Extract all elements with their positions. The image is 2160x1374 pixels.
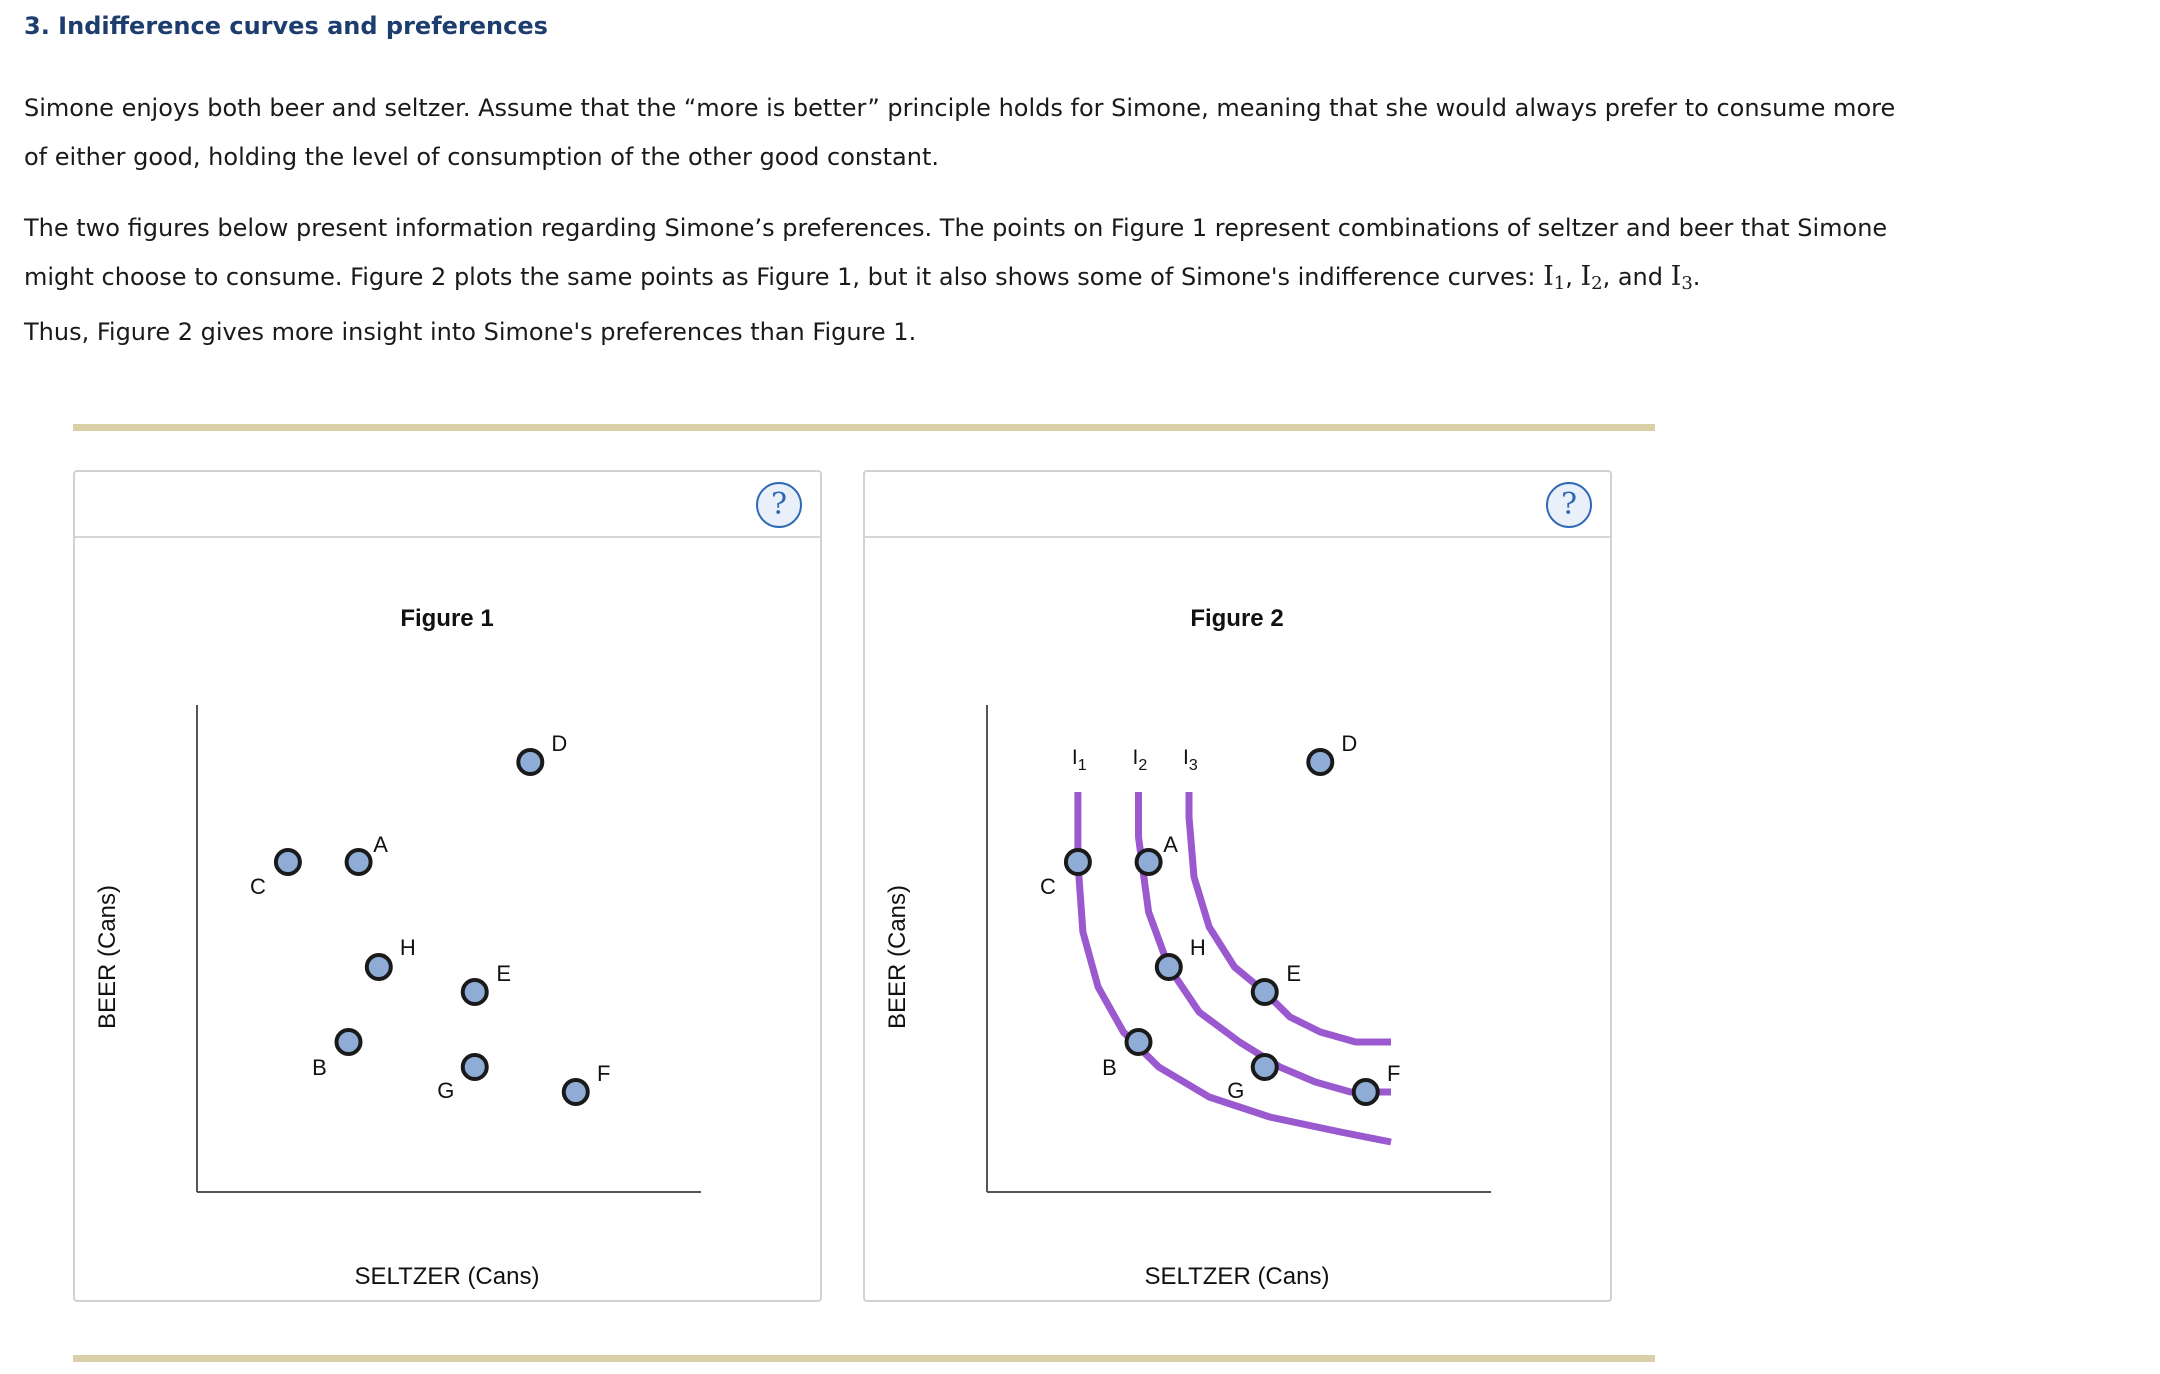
figures-paragraph-conclusion: Thus, Figure 2 gives more insight into Simone's preferences than Figure 1. xyxy=(24,318,917,346)
point-h xyxy=(1157,955,1181,979)
curve-ref-i3: $I_3$ xyxy=(1670,260,1693,294)
point-label-g: G xyxy=(437,1078,455,1103)
point-e xyxy=(1253,980,1277,1004)
y-axis-label: BEER (Cans) xyxy=(94,884,121,1030)
y-axis-label: BEER (Cans) xyxy=(884,884,911,1030)
point-label-e: E xyxy=(1286,961,1302,986)
curve-ref-sep2: , and xyxy=(1602,262,1671,291)
figure-1-panel xyxy=(73,470,822,1302)
point-label-b: B xyxy=(1102,1055,1117,1080)
x-axis-label: SELTZER (Cans) xyxy=(354,1263,540,1290)
point-c xyxy=(1066,850,1090,874)
figure-1-title: Figure 1 xyxy=(400,605,494,632)
intro-paragraph: Simone enjoys both beer and seltzer. Assume that the “more is better” principle holds for Simone, meaning that she would always prefer to consume more of either good, holding the level of consumption of the other good constant. xyxy=(24,94,1896,171)
point-f xyxy=(1354,1080,1378,1104)
point-d xyxy=(1308,750,1332,774)
point-d xyxy=(518,750,542,774)
curve-ref-sep1: , xyxy=(1565,262,1581,291)
curve-ref-i2: $I_2$ xyxy=(1580,260,1603,294)
indifference-curve-3 xyxy=(1189,792,1391,1042)
curve-label-2: $I_2$ xyxy=(1132,746,1148,774)
point-label-e: E xyxy=(496,961,512,986)
figure-2-title: Figure 2 xyxy=(1190,605,1284,632)
point-label-g: G xyxy=(1227,1078,1245,1103)
point-g xyxy=(1253,1055,1277,1079)
point-b xyxy=(1127,1030,1151,1054)
point-label-b: B xyxy=(312,1055,327,1080)
point-f xyxy=(564,1080,588,1104)
x-axis-label: SELTZER (Cans) xyxy=(1144,1263,1330,1290)
figures-paragraph-text: The two figures below present information regarding Simone’s preferences. The points on Figure 1 represent combinations of seltzer and beer that Simone might choose to consume. Figure 2 plots the same points as Figure 1, but it also shows some of Simone's indifference curves: xyxy=(24,214,1888,291)
point-c xyxy=(276,850,300,874)
figure-2-help-button[interactable]: ? xyxy=(1546,482,1592,528)
point-b xyxy=(337,1030,361,1054)
point-label-f: F xyxy=(597,1061,611,1086)
figure-1-chart xyxy=(75,472,820,1300)
top-divider xyxy=(73,424,1655,431)
point-label-d: D xyxy=(1341,731,1358,756)
curve-ref-i1: $I_1$ xyxy=(1543,260,1566,294)
point-a xyxy=(1137,850,1161,874)
curve-label-1: $I_1$ xyxy=(1071,746,1087,774)
point-label-a: A xyxy=(1163,832,1178,857)
figures-paragraph xyxy=(24,204,1904,357)
point-label-c: C xyxy=(249,874,266,899)
curve-label-3: $I_3$ xyxy=(1183,746,1198,774)
point-label-h: H xyxy=(1189,935,1206,960)
point-a xyxy=(347,850,371,874)
figure-2-chart xyxy=(865,472,1610,1300)
figure-2-panel xyxy=(863,470,1612,1302)
figure-1-help-button[interactable]: ? xyxy=(756,482,802,528)
point-e xyxy=(463,980,487,1004)
bottom-divider xyxy=(73,1355,1655,1362)
question-title: 3. Indifference curves and preferences xyxy=(24,12,548,40)
point-label-d: D xyxy=(551,731,568,756)
point-label-f: F xyxy=(1387,1061,1401,1086)
point-h xyxy=(367,955,391,979)
point-g xyxy=(463,1055,487,1079)
point-label-a: A xyxy=(373,832,388,857)
point-label-c: C xyxy=(1039,874,1056,899)
point-label-h: H xyxy=(399,935,416,960)
curve-ref-end: . xyxy=(1692,262,1701,291)
